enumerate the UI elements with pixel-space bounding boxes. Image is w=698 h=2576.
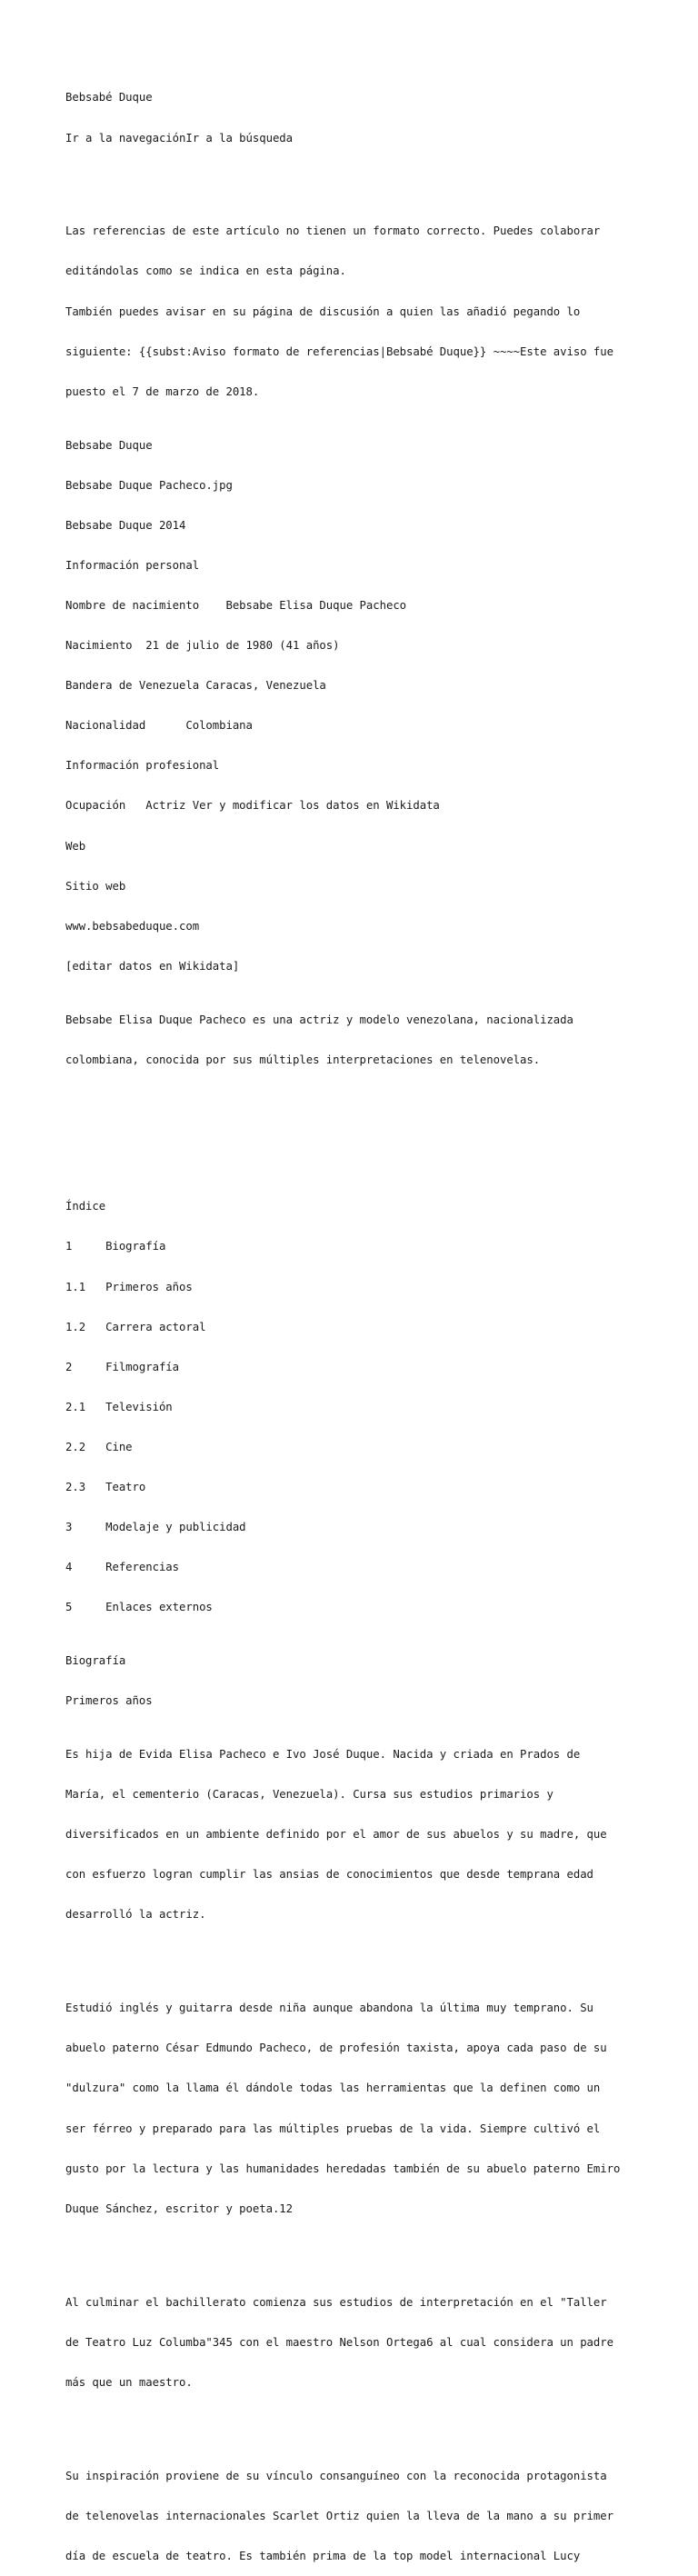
intro-line: colombiana, conocida por sus múltiples interpretaciones en telenovelas. (65, 1053, 541, 1066)
toc-item[interactable]: 2 Filmografía (65, 1360, 180, 1373)
section-heading-biografia: Biografía (65, 1654, 126, 1668)
notice-line: editándolas como se indica en esta página. (65, 265, 346, 278)
spacer (65, 1948, 693, 1962)
paragraph-line: desarrolló la actriz. (65, 1908, 206, 1922)
paragraph-line: abuelo paterno César Edmundo Pacheco, de profesión taxista, apoya cada paso de su (65, 2042, 607, 2055)
paragraph-line: Es hija de Evida Elisa Pacheco e Ivo José Duque. Nacida y criada en Prados de (65, 1747, 581, 1761)
infobox-edit-link[interactable]: [editar datos en Wikidata] (65, 959, 240, 973)
toc-heading: Índice (65, 1200, 106, 1213)
toc-item[interactable]: 2.1 Televisión (65, 1400, 173, 1413)
toc-item[interactable]: 2.3 Teatro (65, 1481, 146, 1494)
infobox-nationality: Nacionalidad Colombiana (65, 719, 253, 733)
spacer (65, 2242, 693, 2256)
paragraph-line: María, el cementerio (Caracas, Venezuela). Cursa sus estudios primarios y (65, 1788, 553, 1802)
toc-item[interactable]: 1 Biografía (65, 1240, 166, 1253)
paragraph-line: de telenovelas internacionales Scarlet Ortiz quien la lleva de la mano a su primer (65, 2509, 613, 2522)
notice-line: siguiente: {{subst:Aviso formato de referencias|Bebsabé Duque}} ~~~~Este aviso fue (65, 344, 613, 358)
spacer (65, 172, 693, 185)
toc-item[interactable]: 5 Enlaces externos (65, 1601, 213, 1614)
infobox-occupation: Ocupación Actriz Ver y modificar los datos en Wikidata (65, 799, 440, 813)
spacer (65, 2416, 693, 2430)
toc-item[interactable]: 1.1 Primeros años (65, 1280, 193, 1293)
infobox-name: Bebsabe Duque (65, 438, 153, 452)
infobox-image-caption: Bebsabe Duque 2014 (65, 518, 186, 532)
paragraph-line: Estudió inglés y guitarra desde niña aunque abandona la última muy temprano. Su (65, 2002, 593, 2015)
paragraph-line: día de escuela de teatro. Es también prima de la top model internacional Lucy (65, 2549, 581, 2562)
intro-line: Bebsabe Elisa Duque Pacheco es una actriz y modelo venezolana, nacionalizada (65, 1013, 573, 1026)
paragraph-line: de Teatro Luz Columba"345 con el maestro Nelson Ortega6 al cual considera un padre (65, 2335, 613, 2349)
section-heading-primeros: Primeros años (65, 1694, 153, 1708)
paragraph-line: diversificados en un ambiente definido por el amor de sus abuelos y su madre, que (65, 1828, 607, 1842)
infobox-website-link[interactable]: www.bebsabeduque.com (65, 919, 200, 933)
paragraph-line: gusto por la lectura y las humanidades heredadas también de su abuelo paterno Emiro (65, 2162, 621, 2175)
notice-line: Las referencias de este artículo no tienen un formato correcto. Puedes colaborar (65, 225, 601, 238)
spacer (65, 1093, 693, 1120)
infobox-image-file[interactable]: Bebsabe Duque Pacheco.jpg (65, 478, 233, 492)
infobox-birthplace: Bandera de Venezuela Caracas, Venezuela (65, 679, 326, 693)
toc-item[interactable]: 1.2 Carrera actoral (65, 1320, 206, 1333)
notice-line: puesto el 7 de marzo de 2018. (65, 384, 260, 398)
toc-item[interactable]: 2.2 Cine (65, 1440, 133, 1453)
document-text (65, 65, 693, 2576)
paragraph-line: Al culminar el bachillerato comienza sus estudios de interpretación en el "Taller (65, 2295, 607, 2309)
spacer (65, 1147, 693, 1161)
infobox-website-label: Sitio web (65, 879, 126, 893)
infobox-birth-name: Nombre de nacimiento Bebsabe Elisa Duque Pacheco (65, 598, 407, 612)
toc-item[interactable]: 3 Modelaje y publicidad (65, 1521, 246, 1534)
nav-links[interactable]: Ir a la navegaciónIr a la búsqueda (65, 131, 294, 145)
infobox-web-label: Web (65, 839, 86, 853)
paragraph-line: "dulzura" como la llama él dándole todas las herramientas que la definen como un (65, 2082, 601, 2095)
page-title: Bebsabé Duque (65, 91, 153, 105)
toc-item[interactable]: 4 Referencias (65, 1561, 180, 1574)
infobox-birth: Nacimiento 21 de julio de 1980 (41 años) (65, 639, 340, 653)
paragraph-line: más que un maestro. (65, 2375, 193, 2389)
infobox-personal-heading: Información personal (65, 558, 200, 572)
paragraph-line: Duque Sánchez, escritor y poeta.12 (65, 2202, 294, 2215)
paragraph-line: Su inspiración proviene de su vínculo consanguíneo con la reconocida protagonista (65, 2469, 607, 2482)
paragraph-line: con esfuerzo logran cumplir las ansias de conocimientos que desde temprana edad (65, 1868, 593, 1882)
paragraph-line: ser férreo y preparado para las múltiples pruebas de la vida. Siempre cultivó el (65, 2122, 601, 2135)
notice-line: También puedes avisar en su página de discusión a quien las añadió pegando lo (65, 305, 581, 318)
infobox-professional-heading: Información profesional (65, 759, 220, 773)
